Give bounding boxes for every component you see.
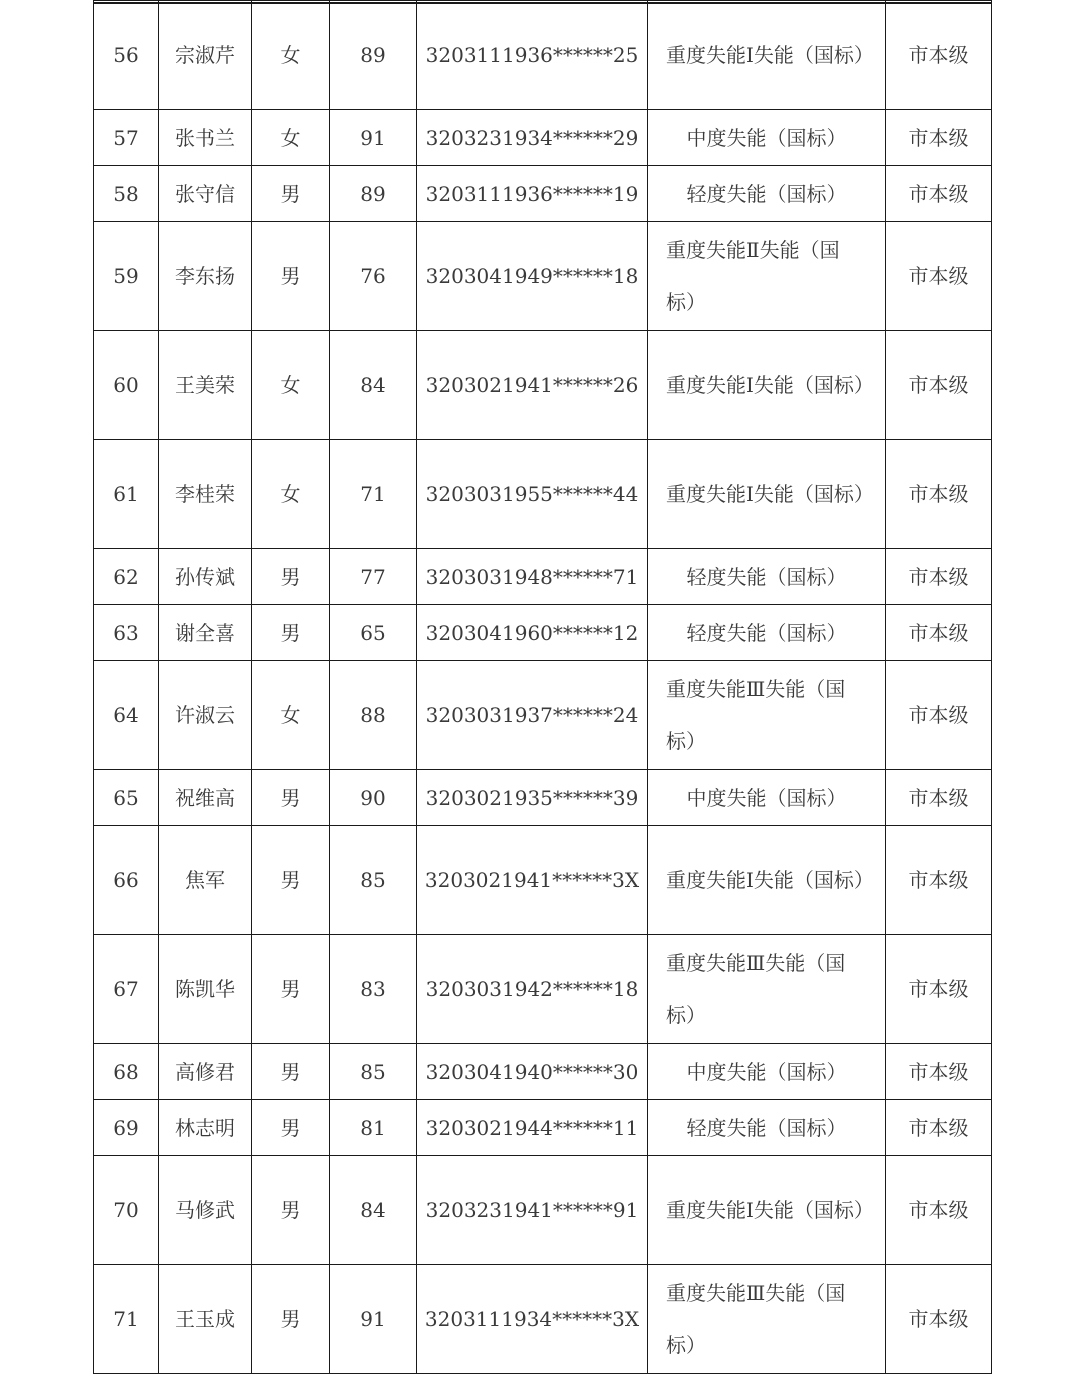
name-cell: 宗淑芹 bbox=[159, 1, 252, 110]
table-row bbox=[94, 605, 992, 661]
row-number-cell: 61 bbox=[94, 440, 159, 549]
table-row bbox=[94, 549, 992, 605]
age-cell: 85 bbox=[330, 826, 417, 935]
disability-level-cell: 重度失能Ⅰ失能（国标） bbox=[648, 331, 886, 440]
name-cell: 高修君 bbox=[159, 1044, 252, 1100]
age-cell: 71 bbox=[330, 440, 417, 549]
id-number-cell: 3203041960******12 bbox=[417, 605, 648, 661]
id-number-cell: 3203021935******39 bbox=[417, 770, 648, 826]
age-cell: 65 bbox=[330, 605, 417, 661]
row-number-cell: 66 bbox=[94, 826, 159, 935]
age-cell: 85 bbox=[330, 1044, 417, 1100]
row-number-cell: 63 bbox=[94, 605, 159, 661]
age-cell: 88 bbox=[330, 661, 417, 770]
admin-tier-cell: 市本级 bbox=[886, 1265, 992, 1374]
table-row bbox=[94, 826, 992, 935]
row-number-cell: 62 bbox=[94, 549, 159, 605]
row-number-cell: 68 bbox=[94, 1044, 159, 1100]
disability-level-cell: 重度失能Ⅰ失能（国标） bbox=[648, 440, 886, 549]
admin-tier-cell: 市本级 bbox=[886, 549, 992, 605]
name-cell: 马修武 bbox=[159, 1156, 252, 1265]
sex-cell: 男 bbox=[252, 770, 330, 826]
sex-cell: 男 bbox=[252, 1265, 330, 1374]
age-cell: 81 bbox=[330, 1100, 417, 1156]
sex-cell: 男 bbox=[252, 166, 330, 222]
name-cell: 李东扬 bbox=[159, 222, 252, 331]
age-cell: 83 bbox=[330, 935, 417, 1044]
id-number-cell: 3203111936******19 bbox=[417, 166, 648, 222]
row-number-cell: 64 bbox=[94, 661, 159, 770]
disability-roster-table bbox=[93, 0, 992, 1374]
admin-tier-cell: 市本级 bbox=[886, 826, 992, 935]
disability-level-cell: 轻度失能（国标） bbox=[648, 1100, 886, 1156]
disability-level-cell: 轻度失能（国标） bbox=[648, 549, 886, 605]
row-number-cell: 60 bbox=[94, 331, 159, 440]
admin-tier-cell: 市本级 bbox=[886, 222, 992, 331]
row-number-cell: 69 bbox=[94, 1100, 159, 1156]
table-row bbox=[94, 1044, 992, 1100]
name-cell: 焦军 bbox=[159, 826, 252, 935]
disability-level-cell: 重度失能Ⅲ失能（国标） bbox=[648, 1265, 886, 1374]
id-number-cell: 3203031948******71 bbox=[417, 549, 648, 605]
id-number-cell: 3203041940******30 bbox=[417, 1044, 648, 1100]
name-cell: 祝维高 bbox=[159, 770, 252, 826]
id-number-cell: 3203041949******18 bbox=[417, 222, 648, 331]
id-number-cell: 3203231934******29 bbox=[417, 110, 648, 166]
age-cell: 84 bbox=[330, 331, 417, 440]
id-number-cell: 3203111936******25 bbox=[417, 1, 648, 110]
admin-tier-cell: 市本级 bbox=[886, 605, 992, 661]
row-number-cell: 57 bbox=[94, 110, 159, 166]
id-number-cell: 3203031955******44 bbox=[417, 440, 648, 549]
id-number-cell: 3203021944******11 bbox=[417, 1100, 648, 1156]
table-row bbox=[94, 1265, 992, 1374]
row-number-cell: 59 bbox=[94, 222, 159, 331]
table-row bbox=[94, 1156, 992, 1265]
age-cell: 77 bbox=[330, 549, 417, 605]
disability-level-cell: 轻度失能（国标） bbox=[648, 605, 886, 661]
sex-cell: 男 bbox=[252, 549, 330, 605]
age-cell: 89 bbox=[330, 166, 417, 222]
admin-tier-cell: 市本级 bbox=[886, 331, 992, 440]
admin-tier-cell: 市本级 bbox=[886, 110, 992, 166]
sex-cell: 男 bbox=[252, 605, 330, 661]
id-number-cell: 3203021941******26 bbox=[417, 331, 648, 440]
table-row bbox=[94, 222, 992, 331]
roster-body bbox=[94, 1, 992, 1374]
name-cell: 张守信 bbox=[159, 166, 252, 222]
admin-tier-cell: 市本级 bbox=[886, 1156, 992, 1265]
age-cell: 89 bbox=[330, 1, 417, 110]
admin-tier-cell: 市本级 bbox=[886, 1044, 992, 1100]
table-row bbox=[94, 1100, 992, 1156]
disability-level-cell: 重度失能Ⅲ失能（国标） bbox=[648, 935, 886, 1044]
admin-tier-cell: 市本级 bbox=[886, 440, 992, 549]
name-cell: 林志明 bbox=[159, 1100, 252, 1156]
disability-level-cell: 重度失能Ⅰ失能（国标） bbox=[648, 826, 886, 935]
sex-cell: 女 bbox=[252, 1, 330, 110]
sex-cell: 男 bbox=[252, 826, 330, 935]
sex-cell: 女 bbox=[252, 661, 330, 770]
name-cell: 王美荣 bbox=[159, 331, 252, 440]
disability-level-cell: 重度失能Ⅰ失能（国标） bbox=[648, 1, 886, 110]
table-row bbox=[94, 440, 992, 549]
name-cell: 孙传斌 bbox=[159, 549, 252, 605]
sex-cell: 男 bbox=[252, 1156, 330, 1265]
row-number-cell: 56 bbox=[94, 1, 159, 110]
row-number-cell: 70 bbox=[94, 1156, 159, 1265]
sex-cell: 男 bbox=[252, 935, 330, 1044]
age-cell: 91 bbox=[330, 1265, 417, 1374]
sex-cell: 男 bbox=[252, 1044, 330, 1100]
admin-tier-cell: 市本级 bbox=[886, 935, 992, 1044]
table-row bbox=[94, 770, 992, 826]
table-row bbox=[94, 661, 992, 770]
admin-tier-cell: 市本级 bbox=[886, 166, 992, 222]
id-number-cell: 3203111934******3X bbox=[417, 1265, 648, 1374]
name-cell: 李桂荣 bbox=[159, 440, 252, 549]
admin-tier-cell: 市本级 bbox=[886, 1, 992, 110]
table-row bbox=[94, 166, 992, 222]
id-number-cell: 3203021941******3X bbox=[417, 826, 648, 935]
disability-level-cell: 中度失能（国标） bbox=[648, 1044, 886, 1100]
age-cell: 90 bbox=[330, 770, 417, 826]
row-number-cell: 67 bbox=[94, 935, 159, 1044]
table-row bbox=[94, 331, 992, 440]
row-number-cell: 71 bbox=[94, 1265, 159, 1374]
name-cell: 张书兰 bbox=[159, 110, 252, 166]
row-number-cell: 65 bbox=[94, 770, 159, 826]
table-row bbox=[94, 110, 992, 166]
name-cell: 谢全喜 bbox=[159, 605, 252, 661]
disability-level-cell: 中度失能（国标） bbox=[648, 110, 886, 166]
age-cell: 84 bbox=[330, 1156, 417, 1265]
age-cell: 76 bbox=[330, 222, 417, 331]
name-cell: 许淑云 bbox=[159, 661, 252, 770]
admin-tier-cell: 市本级 bbox=[886, 661, 992, 770]
name-cell: 陈凯华 bbox=[159, 935, 252, 1044]
id-number-cell: 3203031942******18 bbox=[417, 935, 648, 1044]
row-number-cell: 58 bbox=[94, 166, 159, 222]
table-row bbox=[94, 935, 992, 1044]
admin-tier-cell: 市本级 bbox=[886, 1100, 992, 1156]
disability-level-cell: 重度失能Ⅲ失能（国标） bbox=[648, 661, 886, 770]
sex-cell: 女 bbox=[252, 440, 330, 549]
age-cell: 91 bbox=[330, 110, 417, 166]
sex-cell: 男 bbox=[252, 1100, 330, 1156]
sex-cell: 男 bbox=[252, 222, 330, 331]
table-row bbox=[94, 1, 992, 110]
name-cell: 王玉成 bbox=[159, 1265, 252, 1374]
id-number-cell: 3203231941******91 bbox=[417, 1156, 648, 1265]
admin-tier-cell: 市本级 bbox=[886, 770, 992, 826]
disability-level-cell: 重度失能Ⅰ失能（国标） bbox=[648, 1156, 886, 1265]
disability-level-cell: 轻度失能（国标） bbox=[648, 166, 886, 222]
sex-cell: 女 bbox=[252, 331, 330, 440]
id-number-cell: 3203031937******24 bbox=[417, 661, 648, 770]
disability-level-cell: 重度失能Ⅱ失能（国标） bbox=[648, 222, 886, 331]
disability-level-cell: 中度失能（国标） bbox=[648, 770, 886, 826]
sex-cell: 女 bbox=[252, 110, 330, 166]
